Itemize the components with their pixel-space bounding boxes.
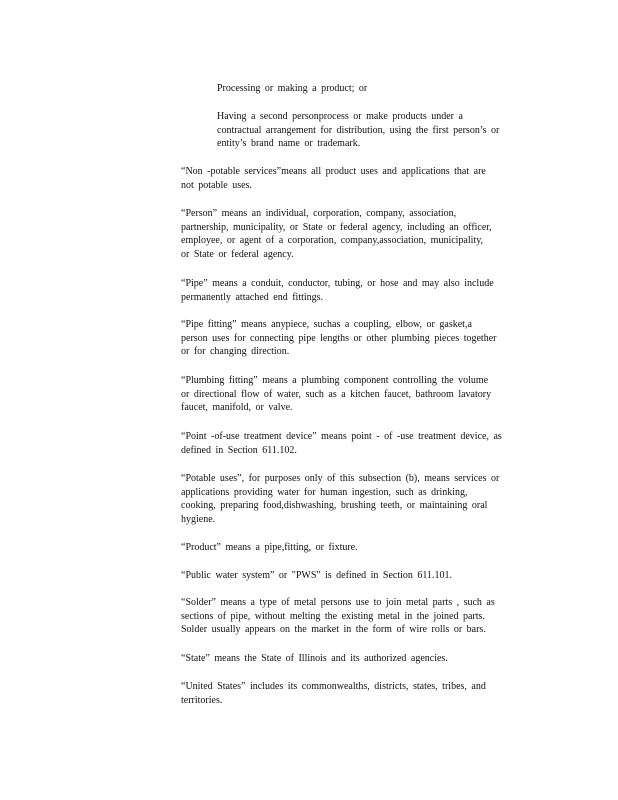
text-line: “Point -of-use treatment device” means point - of -use treatment device, as [181, 431, 502, 442]
definition-non-potable-services [181, 165, 536, 192]
text-line: not potable uses. [181, 179, 252, 191]
text-line: “Person” means an individual, corporation, company, association, [181, 208, 457, 219]
list-item-processing [217, 82, 539, 96]
definition-point-of-use-treatment-device [181, 430, 536, 457]
text-line: defined in Section 611.102. [181, 444, 297, 456]
text-line: “Public water system” or "PWS" is defined in Section 611.101. [181, 570, 453, 581]
text-line: person uses for connecting pipe lengths or other plumbing pieces together [181, 332, 497, 344]
list-item-having [217, 110, 539, 151]
text-line: entity’s brand name or trademark. [217, 138, 361, 149]
text-line: sections of pipe, without melting the existing metal in the joined parts. [181, 610, 485, 622]
text-line: contractual arrangement for distribution, using the first person’s or [217, 124, 500, 136]
text-line: Solder usually appears on the market in the form of wire rolls or bars. [181, 624, 486, 635]
text-line: territories. [181, 694, 223, 706]
text-line: or for changing direction. [181, 346, 290, 357]
definition-product [181, 541, 536, 555]
definition-united-states [181, 680, 536, 707]
text-line: hygiene. [181, 513, 216, 525]
text-line: “Non -potable services”means all product uses and applications that are [181, 166, 486, 177]
text-line: Having a second personprocess or make products under a [217, 111, 463, 122]
text-line: “Solder” means a type of metal persons use to join metal parts , such as [181, 597, 495, 608]
text-line: partnership, municipality, or State or federal agency, including an officer, [181, 221, 492, 233]
definition-public-water-system [181, 569, 536, 583]
text-line: Processing or making a product; or [217, 83, 368, 94]
text-line: or State or federal agency. [181, 248, 294, 260]
text-line: “Pipe fitting” means anypiece, suchas a coupling, elbow, or gasket,a [181, 319, 472, 330]
text-line: or directional flow of water, such as a kitchen faucet, bathroom lavatory [181, 388, 492, 400]
text-line: employee, or agent of a corporation, company,association, municipality, [181, 235, 484, 246]
text-line: permanently attached end fittings. [181, 291, 324, 303]
text-line: “Plumbing fitting” means a plumbing component controlling the volume [181, 375, 489, 386]
definition-potable-uses [181, 472, 536, 526]
definition-state [181, 652, 536, 666]
text-line: cooking, preparing food,dishwashing, brushing teeth, or maintaining oral [181, 500, 488, 511]
definition-plumbing-fitting [181, 374, 536, 415]
text-line: “United States” includes its commonwealths, districts, states, tribes, and [181, 681, 486, 692]
definition-pipe-fitting [181, 318, 536, 359]
definition-person [181, 207, 536, 261]
text-line: “Pipe” means a conduit, conductor, tubing, or hose and may also include [181, 278, 494, 289]
text-line: applications providing water for human ingestion, such as drinking, [181, 486, 468, 498]
definition-pipe [181, 277, 536, 304]
text-line: faucet, manifold, or valve. [181, 402, 293, 413]
text-line: “Potable uses”, for purposes only of this subsection (b), means services or [181, 473, 500, 484]
text-line: “Product” means a pipe,fitting, or fixture. [181, 542, 358, 553]
text-line: “State” means the State of Illinois and its authorized agencies. [181, 653, 448, 664]
definition-solder [181, 596, 536, 637]
